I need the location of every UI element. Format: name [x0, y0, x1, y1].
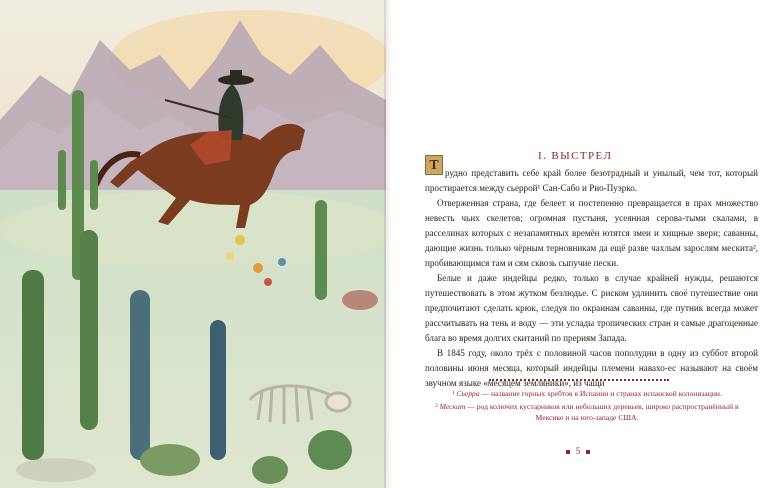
- paragraph-1-text: рудно представить себе край более безотрадный и унылый, чем тот, который простирается между сьеррой¹ Сан-Сабо и Рио-Пуэрко.: [425, 168, 758, 193]
- paragraph-2: Отверженная страна, где белеет и постепенно превращается в прах множество невесть чьих скелетов; огромная пустыня, усеянная серовa-тыми скалами, в расселинах которых с незапамятных времён ютятся змеи и хищные звери; саванны, дающие жизнь только чёрным терновникам да ещё разве чахлым зарослям мескита², пробивающимся там и сям сквозь сыпучие пески.: [425, 198, 758, 268]
- book-gutter-shadow: [384, 0, 392, 488]
- text-page: [392, 0, 770, 488]
- paragraph-1: [425, 166, 758, 196]
- footnote-divider: [489, 379, 669, 385]
- page-ornament-left: [566, 450, 570, 454]
- footnote-1-text: — название горных хребтов в Испании и странах испанской колонизации.: [479, 389, 722, 398]
- paragraph-3: Белые и даже индейцы редко, только в случае крайней нужды, решаются путешествовать в этом жутком безлюдье. С риском удлинить своё путешествие они предпочитают сделать крюк, следуя по окраинам саванны, где путник всегда может рассчитывать на тень и воду — эти услады тропических стран и самые драгоценные блага во время долгих скитаний по прериям Запада.: [425, 273, 758, 343]
- footnote-2-term: Мескит: [439, 402, 466, 411]
- dropcap-letter: Т: [429, 158, 439, 173]
- footnote-2: [432, 401, 742, 423]
- footnote-2-text: — род колючих кустарников или небольших деревьев, широко распространённый в Мексике и на юго-западе США.: [465, 402, 739, 422]
- page-ornament-right: [586, 450, 590, 454]
- chapter-body: [425, 166, 758, 391]
- footnote-2-mark: ²: [435, 402, 438, 411]
- footnote-1-mark: ¹: [452, 389, 455, 398]
- footnotes: [432, 388, 742, 425]
- chapter-title: I. ВЫСТРЕЛ: [538, 150, 613, 162]
- page-number: [543, 446, 613, 456]
- page-number-value: 5: [575, 446, 581, 456]
- footnote-1: [432, 388, 742, 399]
- paragraph-4: В 1845 году, около трёх с половиной часов пополудни в одну из суббот второй половины июня месяца, который индейцы племени навахо-ес называют на своём звучном языке «месяцем земляники», из чащи: [425, 348, 758, 388]
- footnote-1-term: Сьерра: [456, 389, 480, 398]
